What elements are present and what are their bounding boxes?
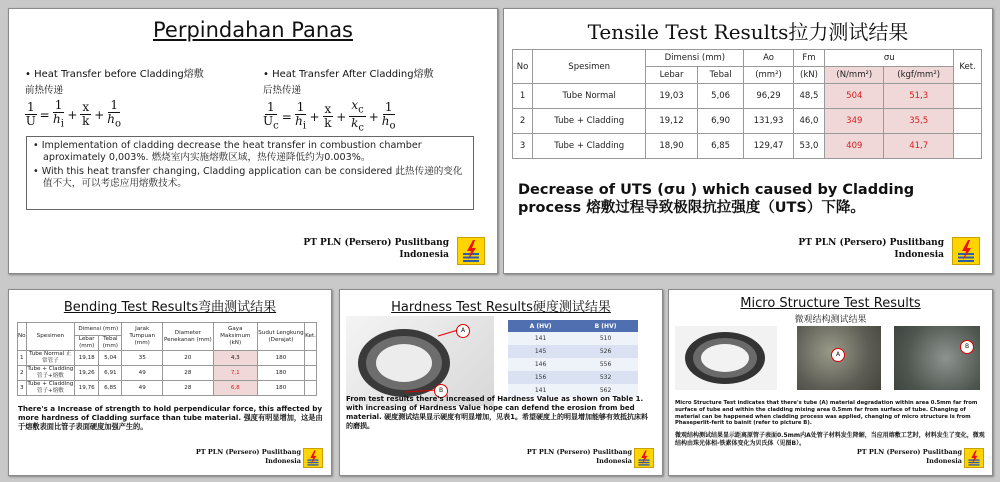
slide-heat-transfer	[8, 8, 498, 274]
callout-a: A	[456, 324, 470, 338]
table-row: 2 Tube + Cladding 管子+熔敷 19,26 6,91 49 28 7,1 180	[18, 366, 317, 381]
bending-note: There's a Increase of strength to hold perpendicular force, this affected by more hardness of Cladding surface than tube material. 强度有明显增加，这是由于熔敷表面比管子表面硬度加强产生的。	[18, 404, 323, 431]
slide-title: Tensile Test Results拉力测试结果	[587, 20, 909, 44]
formula-caption: • Heat Transfer before Cladding熔敷	[25, 65, 255, 80]
footer-org: PT PLN (Persero) Puslitbang Indonesia	[798, 238, 944, 260]
hardness-note: From test results there's increased of Hardness Value as shown on Table 1. with increasing of Hardness Value hope can defend the erosion from bed material. 硬度测试结果显示硬度有明显增加，见表1。希望硬度上的明显增加能够有效抵抗床料的磨损。	[346, 395, 649, 430]
pln-logo-icon	[952, 237, 980, 265]
pln-logo-icon	[964, 448, 984, 468]
tube-ring-photo	[675, 326, 777, 390]
footer-org: PT PLN (Persero) Puslitbang Indonesia	[195, 448, 301, 465]
table-row: 145 526	[508, 345, 638, 358]
tensile-table	[512, 49, 982, 159]
footer-org: PT PLN (Persero) Puslitbang Indonesia	[856, 448, 962, 465]
slide-bending-test	[8, 289, 332, 476]
footer-org: PT PLN (Persero) Puslitbang Indonesia	[303, 238, 449, 260]
table-row: 1 Tube Normal 正常管子 19,18 5,04 35 20 4,3 180	[18, 351, 317, 366]
slide-subtitle: 微观结构测试结果	[794, 315, 867, 325]
slide-title: Hardness Test Results硬度测试结果	[391, 300, 611, 315]
slide-hardness-test	[339, 289, 663, 476]
table-row: 1 Tube Normal 19,03 5,06 96,29 48,5 504 51,3	[513, 84, 982, 109]
formula-after-cladding	[263, 65, 493, 135]
table-row: 146 556	[508, 358, 638, 371]
slide-title: Bending Test Results弯曲测试结果	[63, 300, 277, 315]
formula-caption-zh: 前热传递	[25, 85, 64, 96]
pln-logo-icon	[634, 448, 654, 468]
formula-before-cladding	[25, 65, 255, 130]
table-row: 141 510	[508, 332, 638, 345]
formula-caption: • Heat Transfer After Cladding熔敷	[263, 65, 493, 80]
col-header: (kN)	[793, 67, 825, 84]
callout-b: B	[960, 340, 974, 354]
slide-title: Micro Structure Test Results	[740, 296, 921, 311]
bending-table: No Spesimen Dimensi (mm) Jarak Tumpuan (mm) Diameter Penekanan (mm) Gaya Maksimum (kN) Sudut Lengkung (Derajat) Ket. Lebar (mm) Tebal (mm) 1 Tube Normal 正常管子 19,18 5,04 35 20 4,3 180 2 Tube + Cladding 管子+熔敷 19,26 6,91 49 28 7,1 180 3 Tube + Cladding 管子+熔敷 19,76 6,85 49 28 6,8 180	[17, 322, 317, 396]
table-row: 2 Tube + Cladding 19,12 6,90 131,93 46,0 349 35,5	[513, 109, 982, 134]
hardness-table: A (HV) B (HV) 141 510 145 526 146 556 156 532 141 562	[508, 320, 638, 397]
slide-tensile-test	[503, 8, 993, 274]
formula-equation: $\frac{1}{U_c}$ = $\frac{1}{h_i}$ + $\frac{x}{k}$ + $\frac{x_c}{k_c}$ + $\frac{1}{h_o}$	[263, 98, 396, 134]
table-row: 3 Tube + Cladding 18,90 6,85 129,47 53,0 409 41,7	[513, 134, 982, 159]
col-header: No	[513, 50, 533, 84]
slide-micro-structure	[668, 289, 993, 476]
note-item: • Implementation of cladding decrease the heat transfer in combustion chamber aproximately 0,003%. 燃烧室内实施熔敷区域，热传递降低约为0.003%。	[33, 140, 467, 164]
col-header: (kgf/mm²)	[884, 67, 954, 84]
col-header: Fm	[793, 50, 825, 67]
col-header: (mm²)	[744, 67, 793, 84]
formula-equation: $\frac{1}{U}$ = $\frac{1}{h_i}$ + $\frac{x}{k}$ + $\frac{1}{h_o}$	[25, 98, 122, 130]
note-item: • With this heat transfer changing, Cladding application can be considered 此热传递的变化值不大，可以考虑应用熔敷技术。	[33, 166, 467, 190]
callout-b: B	[434, 384, 448, 398]
pln-logo-icon	[303, 448, 323, 468]
col-header: Tebal	[697, 67, 744, 84]
micrograph-b-photo	[894, 326, 980, 390]
uts-conclusion: Decrease of UTS (σu ) which caused by Cladding process 熔敷过程导致极限抗拉强度（UTS）下降。	[518, 182, 915, 216]
callout-a: A	[831, 348, 845, 362]
micro-note-zh: 微观结构测试结果显示距离原管子表面0.5mm内A处管子材料发生降解，当应用熔敷工艺时，材料发生了变化，微观结构由珠光体相-铁素体变化为贝氏体（见图B）。	[675, 432, 985, 447]
footer-org: PT PLN (Persero) Puslitbang Indonesia	[526, 448, 632, 465]
col-header: Ao	[744, 50, 793, 67]
slide-title: Perpindahan Panas	[152, 18, 353, 42]
micro-note-en: Micro Structure Test indicates that there's tube (A) material degradation within area 0.5mm far from surface of tube and within the cladding mixing area 0.5mm far from surface of tube. Changing of material can be happened when cladding process was applied, changing of micro structure is from Phaseperlit-ferit to bainit (refer to picture B).	[675, 400, 978, 427]
table-row: 3 Tube + Cladding 管子+熔敷 19,76 6,85 49 28 6,8 180	[18, 381, 317, 396]
micrograph-a-photo	[797, 326, 881, 390]
col-header: σu	[825, 50, 954, 67]
notes-box	[26, 136, 474, 210]
col-header: Lebar	[646, 67, 698, 84]
col-header: Ket.	[954, 50, 982, 84]
formula-caption-zh: 后热传递	[263, 85, 302, 96]
col-header: Dimensi (mm)	[646, 50, 744, 67]
tube-ring-photo	[346, 316, 494, 406]
table-row: 141 562	[508, 384, 638, 397]
table-row: 156 532	[508, 371, 638, 384]
pln-logo-icon	[457, 237, 485, 265]
col-header: Spesimen	[533, 50, 646, 84]
col-header: (N/mm²)	[825, 67, 884, 84]
